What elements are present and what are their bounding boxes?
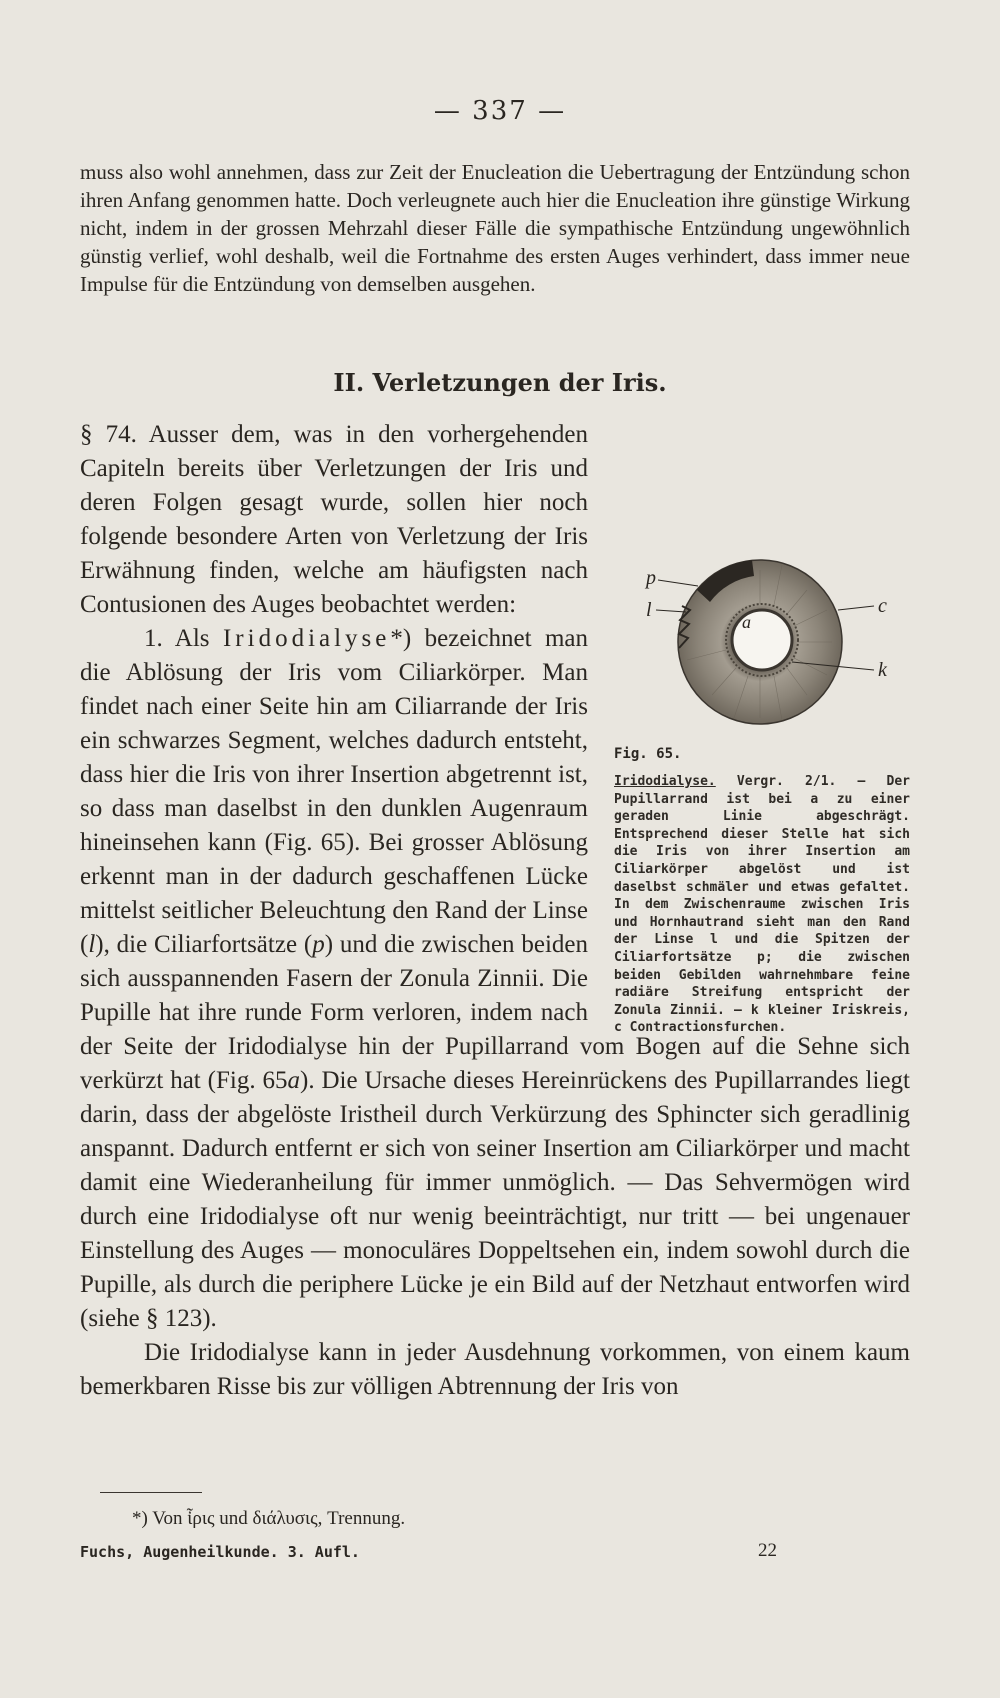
- section-heading: II. Verletzungen der Iris.: [333, 368, 667, 397]
- figure-caption-term: Iridodialyse.: [614, 774, 716, 789]
- iris-illustration: [642, 550, 892, 735]
- figure-title: Fig. 65.: [614, 746, 682, 762]
- label-p: p: [646, 567, 656, 589]
- para2-text-b: ), die Ciliarfortsätze (: [95, 931, 313, 958]
- symbol-p: p: [312, 931, 325, 958]
- footer-signature-number: 22: [758, 1540, 777, 1561]
- footnote-mark: *): [390, 625, 412, 652]
- label-a: a: [742, 612, 751, 632]
- para2-start: 1. Als: [144, 625, 223, 652]
- para2-text-d: ). Die Ursache dieses Hereinrückens des Pupillarrandes liegt darin, dass der abgelöste Iristheil durch Verkürzung des Sphincter sich geradlinig anspannt. Dadurch entfernt er sich von seiner Insertion am Ciliarkörper und macht damit eine Wiederanheilung für immer unmöglich. — Das Sehvermögen wird durch eine Iridodialyse oft nur wenig beeinträchtigt, nur tritt — bei ungenauer Einstellung des Auges — monoculäres Doppeltsehen ein, indem sowohl durch die Pupille, als durch die periphere Lücke je ein Bild auf der Netzhaut entworfen wird (siehe § 123).: [80, 1067, 910, 1332]
- label-k: k: [878, 659, 887, 681]
- symbol-a: a: [287, 1067, 300, 1094]
- para2-text-c: ) und die zwischen beiden sich ausspannenden Fasern der Zonula Zinnii. Die Pupille hat ihre runde Form verloren, indem nach der Seite der Iridodialyse hin der Pupillarrand vom Bogen auf die Sehne sich verkürzt hat (Fig. 65: [80, 931, 910, 1094]
- paragraph-74: § 74. Ausser dem, was in den vorhergehenden Capiteln bereits über Verletzungen der Iris und deren Folgen gesagt wurde, sollen hier noch folgende besondere Arten von Verletzung der Iris Erwähnung finden, welche am häufigsten nach Contusionen des Auges beobachtet werden:: [80, 421, 588, 618]
- term-iridodialyse: Iridodialyse: [222, 625, 391, 652]
- figure-caption: [614, 773, 910, 1037]
- footnote: *) Von ἶρις und διάλυσις, Trennung.: [132, 1508, 406, 1529]
- main-text: [80, 418, 910, 1404]
- eye-drawing: [678, 560, 842, 724]
- label-c: c: [878, 595, 887, 617]
- intro-paragraph: muss also wohl annehmen, dass zur Zeit der Enucleation die Uebertragung der Entzündung schon ihren Anfang genommen hatte. Doch verleugnete auch hier die Enucleation ihre günstige Wirkung nicht, indem in der grossen Mehrzahl dieser Fälle die sympathische Entzündung ungewöhnlich günstig verlief, wohl deshalb, weil die Fortnahme des ersten Auges verhindert, dass immer neue Impulse für die Entzündung von demselben ausgehen.: [80, 160, 910, 296]
- footer-source: Fuchs, Augenheilkunde. 3. Aufl.: [80, 1543, 360, 1561]
- footnote-rule: [100, 1492, 202, 1493]
- label-l: l: [646, 599, 652, 621]
- paragraph-3: Die Iridodialyse kann in jeder Ausdehnung vorkommen, von einem kaum bemerkbaren Risse bis zur völligen Abtrennung der Iris von: [80, 1339, 910, 1400]
- figure-65: [614, 550, 910, 1036]
- page-number: — 337 —: [433, 96, 567, 126]
- para2-text-a: bezeichnet man die Ablösung der Iris vom Ciliarkörper. Man findet nach einer Seite hin am Ciliarrande der Iris ein schwarzes Segment, welches dadurch entsteht, dass hier die Iris von ihrer Insertion abgetrennt ist, so dass man daselbst in den dunklen Augenraum hineinsehen kann (Fig. 65). Bei grosser Ablösung erkennt man in der dadurch geschaffenen Lücke mittelst seitlicher Beleuchtung den Rand der Linse (: [80, 625, 588, 958]
- figure-caption-text: Vergr. 2/1. — Der Pupillarrand ist bei a zu einer geraden Linie abgeschrägt. Entsprechend dieser Stelle hat sich die Iris von ihrer Insertion am Ciliarkörper abgelöst und ist daselbst schmäler und etwas gefaltet. In dem Zwischenraume zwischen Iris und Hornhautrand sieht man den Rand der Linse l und die Spitzen der Ciliarfortsätze p; die zwischen beiden Gebilden wahrnehmbare feine radiäre Streifung entspricht der Zonula Zinnii. — k kleiner Iriskreis, c Contractionsfurchen.: [614, 774, 910, 1036]
- symbol-l: l: [88, 931, 96, 958]
